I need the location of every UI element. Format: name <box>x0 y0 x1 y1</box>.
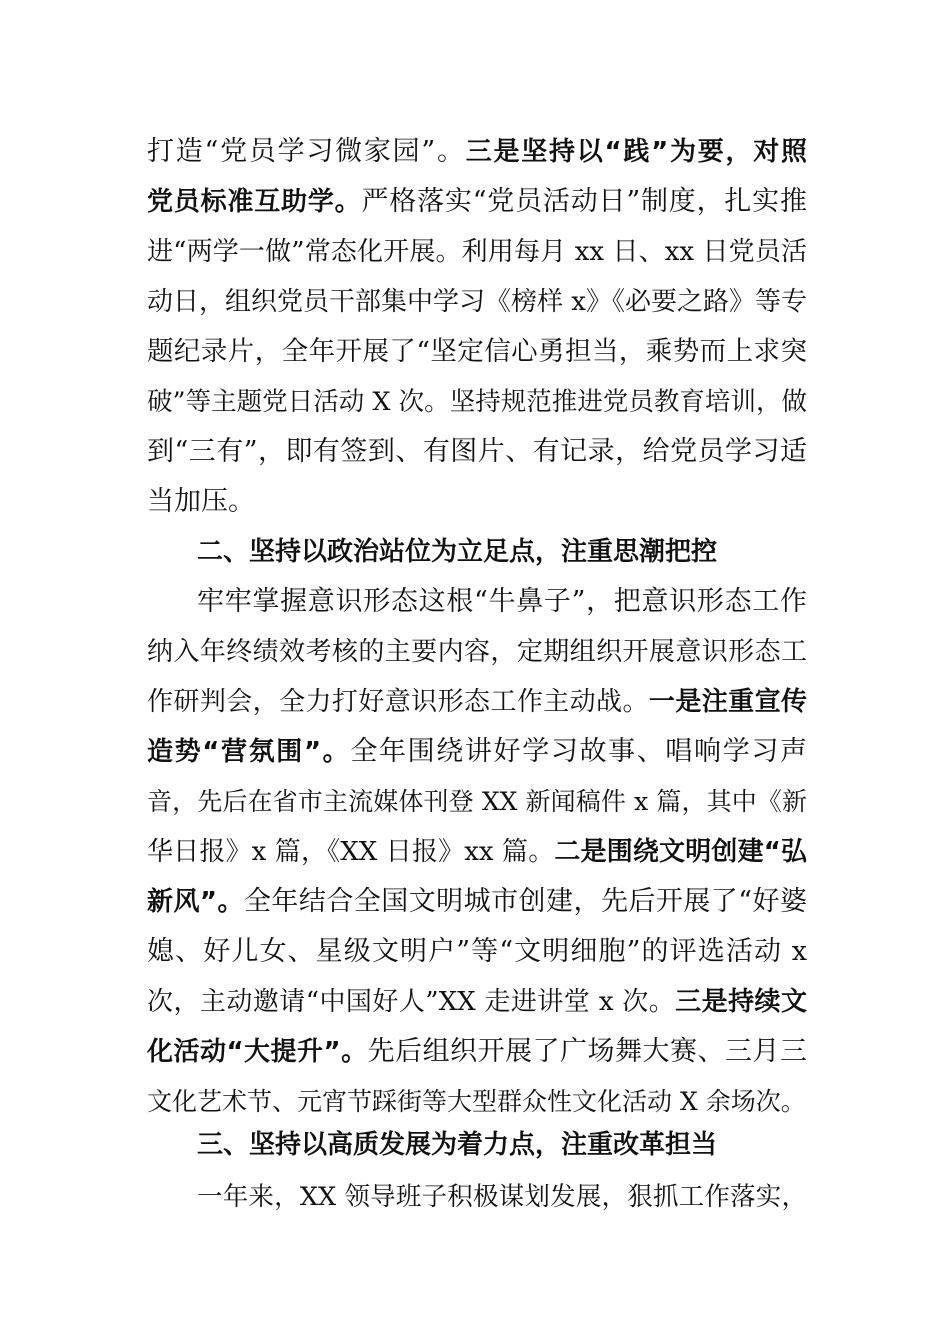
paragraph-line: 纳入年终绩效考核的主要内容，定期组织开展意识形态工 <box>147 637 807 667</box>
paragraph-line: 当加压。 <box>147 486 255 517</box>
paragraph-line: 进“两学一做”常态化开展。利用每月 xx 日、xx 日党员活 <box>147 237 807 267</box>
paragraph-line: 音，先后在省市主流媒体刊登 XX 新闻稿件 x 篇，其中《新 <box>147 787 807 816</box>
paragraph-line: 题纪录片，全年开展了“坚定信心勇担当，乘势而上求突 <box>147 336 807 367</box>
text-run: 华日报》x 篇，《XX 日报》xx 篇。 <box>147 837 555 867</box>
paragraph-line: 破”等主题党日活动 X 次。坚持规范推进党员教育培训，做 <box>147 387 807 417</box>
section-heading: 三、坚持以高质发展为着力点，注重改革担当 <box>197 1130 718 1160</box>
text-run: 全年结合全国文明城市创建，先后开展了“好婆 <box>243 886 807 917</box>
paragraph-line <box>147 727 807 777</box>
text-run: 打造“党员学习微家园”。 <box>147 136 466 167</box>
paragraph-line <box>147 977 807 1027</box>
paragraph-line <box>147 127 807 177</box>
paragraph-line: 媳、好儿女、星级文明户”等“文明细胞”的评选活动 x <box>147 936 807 967</box>
paragraph-line: 文化艺术节、元宵节踩街等大型群众性文化活动 X 余场次。 <box>147 1087 806 1116</box>
text-run: 严格落实“党员活动日”制度，扎实推 <box>361 186 807 217</box>
text-run: 先后组织开展了广场舞大赛、三月三 <box>367 1036 807 1067</box>
paragraph-line: 牢牢掌握意识形态这根“牛鼻子”，把意识形态工作 <box>197 586 807 617</box>
bold-text-run: 化活动“大提升”。 <box>147 1037 368 1067</box>
bold-text-run: 三是坚持以“践”为要，对照 <box>465 137 807 167</box>
paragraph-line <box>147 177 807 227</box>
bold-text-run: 造势“营氛围”。 <box>147 737 351 767</box>
bold-text-run: 二是围绕文明创建“弘 <box>554 837 807 867</box>
paragraph-line: 动日，组织党员干部集中学习《榜样 x》《必要之路》等专 <box>147 287 807 317</box>
section-heading: 二、坚持以政治站位为立足点，注重思潮把控 <box>197 537 718 567</box>
paragraph-line <box>147 677 807 727</box>
bold-text-run: 一是注重宣传 <box>648 687 807 717</box>
paragraph-line <box>147 827 807 877</box>
text-run: 作研判会，全力打好意识形态工作主动战。 <box>147 687 649 717</box>
bold-text-run: 三是持续文 <box>675 987 807 1017</box>
paragraph-line: 到“三有”，即有签到、有图片、有记录，给党员学习适 <box>147 436 807 467</box>
paragraph-line: 一年来，XX 领导班子积极谋划发展，狠抓工作落实， <box>197 1182 807 1212</box>
text-run: 全年围绕讲好学习故事、唱响学习声 <box>350 736 807 767</box>
bold-text-run: 党员标准互助学。 <box>147 187 362 217</box>
paragraph-line <box>147 1027 807 1077</box>
text-run: 次，主动邀请“中国好人”XX 走进讲堂 x 次。 <box>147 987 676 1017</box>
paragraph-line <box>147 877 807 927</box>
bold-text-run: 新风”。 <box>147 887 244 917</box>
